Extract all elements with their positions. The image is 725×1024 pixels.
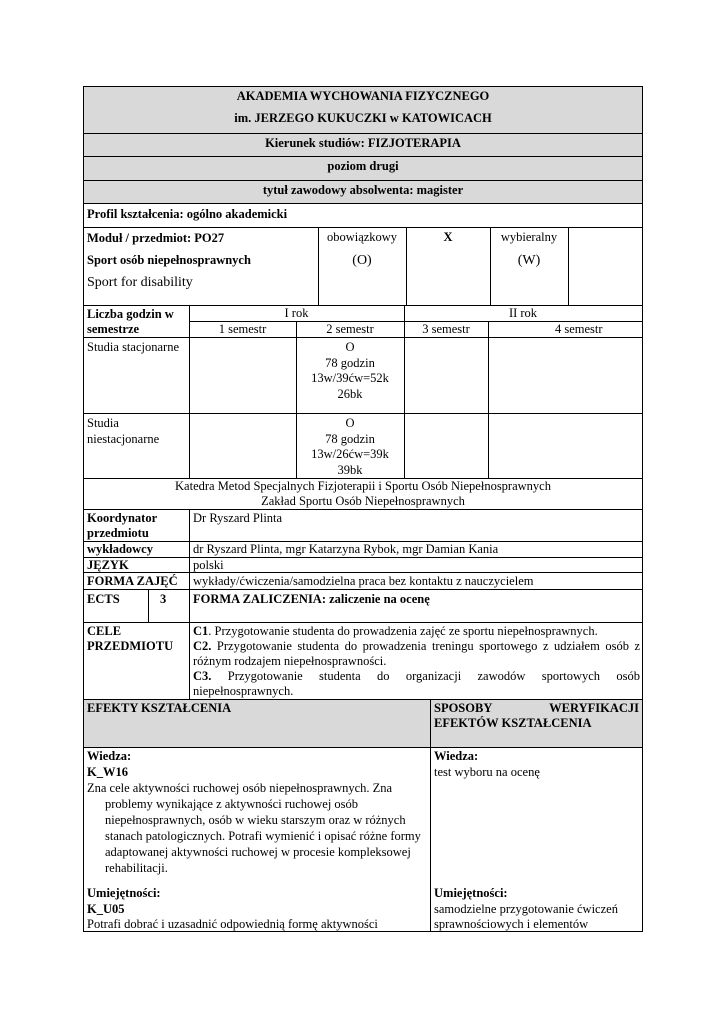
coordinator-value: Dr Ryszard Plinta <box>193 511 283 525</box>
assessment-form: FORMA ZALICZENIA: zaliczenie na ocenę <box>193 592 430 606</box>
objective-c2: C2. Przygotowanie studenta do prowadzenia treningu sportowego z udziałem osób z różnym rodzajem niepełnosprawności. <box>193 639 640 668</box>
module-code: Moduł / przedmiot: PO27 <box>87 231 225 245</box>
ects-label: ECTS <box>87 592 120 606</box>
skills-text: Potrafi dobrać i uzasadnić odpowiednią formę aktywności <box>87 917 378 931</box>
lecturers-label: wykładowcy <box>87 542 153 556</box>
semester-3: 3 semestr <box>422 322 470 336</box>
year-1: I rok <box>284 306 309 320</box>
skills-label: Umiejętności: <box>87 886 161 900</box>
profile-label: Profil kształcenia: ogólno akademicki <box>87 207 288 221</box>
graduate-title: tytuł zawodowy absolwenta: magister <box>262 183 464 197</box>
part-time-label: Studia niestacjonarne <box>87 416 160 446</box>
language-label: JĘZYK <box>87 558 129 572</box>
mandatory-mark: X <box>443 230 453 244</box>
full-time-sem2: O 78 godzin 13w/39ćw=52k 26bk <box>311 340 389 401</box>
knowledge-verification-label: Wiedza: <box>434 749 479 763</box>
class-form-value: wykłady/ćwiczenia/samodzielna praca bez kontaktu z nauczycielem <box>193 574 534 588</box>
mandatory-label: obowiązkowy <box>326 230 398 244</box>
elective-code: (W) <box>517 253 541 268</box>
ects-value: 3 <box>160 592 167 606</box>
knowledge-label: Wiedza: <box>87 749 132 763</box>
skills-code: K_U05 <box>87 902 125 916</box>
year-2: II rok <box>508 306 538 320</box>
verification-header: SPOSOBY WERYFIKACJI EFEKTÓW KSZTAŁCENIA <box>434 701 639 730</box>
knowledge-verification-text: test wyboru na ocenę <box>434 765 540 779</box>
elective-label: wybieralny <box>500 230 558 244</box>
knowledge-text: Zna cele aktywności ruchowej osób niepełnosprawnych. Zna problemy wynikające z aktywności ruchowej osób niepełnosprawnych, osób w wieku starszym oraz w różnych stanach patologicznych. Potrafi wymienić i opisać różne formy adaptowanej aktywności ruchowej w procesie kompleksowej rehabilitacji. <box>87 781 421 875</box>
learning-outcomes-header: EFEKTY KSZTAŁCENIA <box>87 701 232 715</box>
lecturers-value: dr Ryszard Plinta, mgr Katarzyna Rybok, mgr Damian Kania <box>193 542 499 556</box>
field-of-study: Kierunek studiów: FIZJOTERAPIA <box>265 136 461 150</box>
semester-1: 1 semestr <box>218 322 267 336</box>
knowledge-code: K_W16 <box>87 765 128 779</box>
semester-2: 2 semestr <box>326 322 374 336</box>
department: Katedra Metod Specjalnych Fizjoterapii i Sportu Osób Niepełnosprawnych Zakład Sportu Osób Niepełnosprawnych <box>175 479 551 508</box>
university-name: AKADEMIA WYCHOWANIA FIZYCZNEGO <box>236 89 490 103</box>
full-time-label: Studia stacjonarne <box>87 340 179 354</box>
skills-verification-text: samodzielne przygotowanie ćwiczeń sprawnościowych i elementów <box>434 902 618 931</box>
coordinator-label: Koordynator przedmiotu <box>87 511 157 540</box>
objective-c1: C1. Przygotowanie studenta do prowadzenia zajęć ze sportu niepełnosprawnych. <box>193 624 598 638</box>
class-form-label: FORMA ZAJĘĆ <box>87 574 178 588</box>
part-time-sem2: O 78 godzin 13w/26ćw=39k 39bk <box>311 416 389 477</box>
mandatory-code: (O) <box>352 253 372 268</box>
semester-4: 4 semestr <box>555 322 603 336</box>
study-level: poziom drugi <box>327 159 399 173</box>
skills-verification-label: Umiejętności: <box>434 886 508 900</box>
language-value: polski <box>193 558 224 572</box>
objective-c3: C3. Przygotowanie studenta do organizacji zawodów sportowych osób niepełnosprawnych. <box>193 669 640 698</box>
module-name-pl: Sport osób niepełnosprawnych <box>87 253 251 267</box>
hours-header-label: Liczba godzin w semestrze <box>87 307 174 336</box>
university-patron: im. JERZEGO KUKUCZKI w KATOWICACH <box>234 111 492 125</box>
objectives-label: CELE PRZEDMIOTU <box>87 624 174 653</box>
module-name-en: Sport for disability <box>87 275 193 290</box>
